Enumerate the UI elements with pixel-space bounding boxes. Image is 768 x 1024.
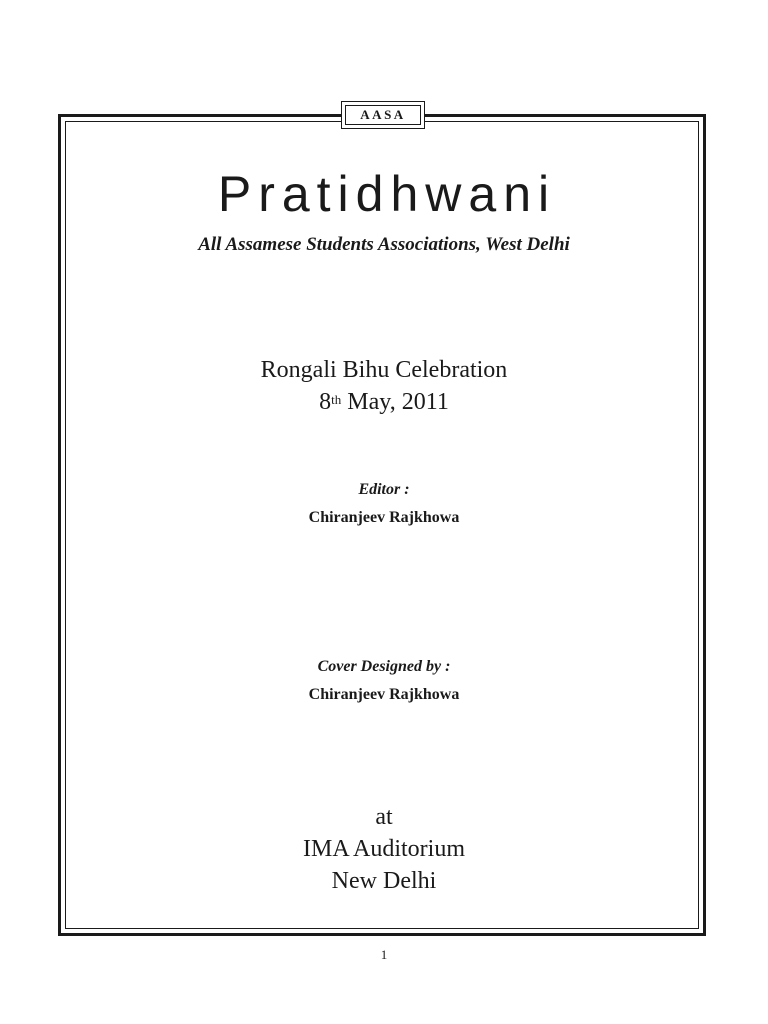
event-info (0, 354, 768, 418)
page-number: 1 (380, 947, 388, 962)
cover-designer-name: Chiranjeev Rajkhowa (308, 686, 460, 703)
venue-at: at (375, 804, 393, 830)
editor-name: Chiranjeev Rajkhowa (308, 509, 460, 526)
document-title: Pratidhwani (217, 166, 557, 222)
venue-section (0, 801, 768, 897)
cover-designer-label: Cover Designed by : (317, 658, 451, 675)
event-name: Rongali Bihu Celebration (260, 357, 508, 383)
document-subtitle: All Assamese Students Associations, West Delhi (198, 234, 570, 255)
editor-label: Editor : (358, 481, 410, 498)
aasa-badge (341, 101, 425, 129)
venue-place: IMA Auditorium (302, 836, 465, 862)
cover-designer-section (0, 654, 768, 710)
event-date (0, 386, 768, 418)
event-date-rest: May, 2011 (341, 389, 449, 415)
editor-section (0, 477, 768, 533)
event-date-suffix: th (331, 392, 342, 407)
aasa-badge-text: AASA (360, 107, 406, 122)
event-date-day: 8 (319, 389, 332, 415)
venue-city: New Delhi (331, 868, 437, 894)
